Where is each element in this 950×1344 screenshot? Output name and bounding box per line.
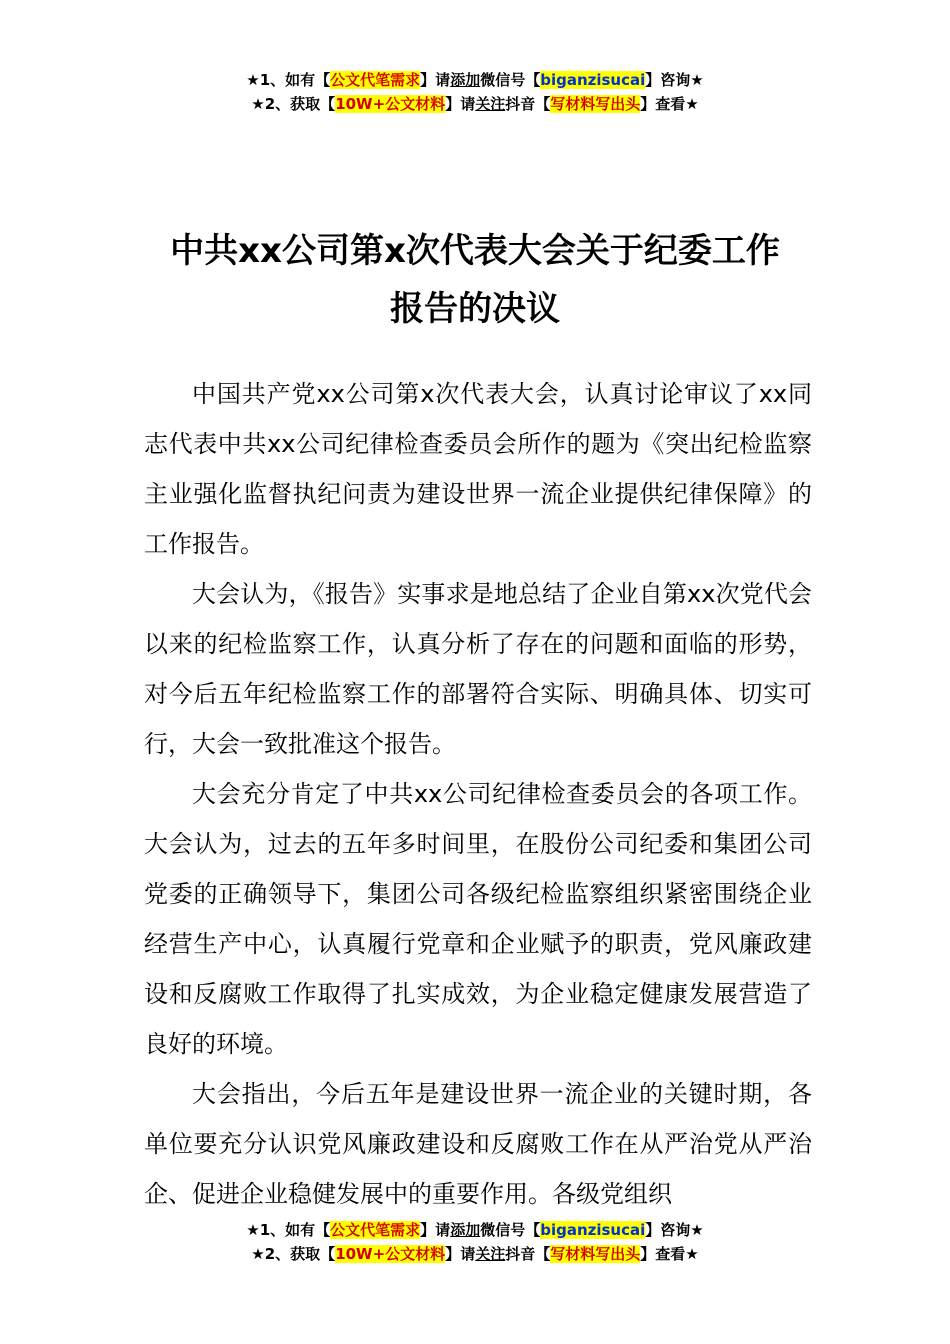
document-title [140, 222, 810, 338]
banner-text: 】请 [445, 95, 476, 113]
service-highlight: 公文代笔需求 [330, 1221, 421, 1239]
banner-line-1 [0, 1218, 950, 1242]
service-highlight: 公文代笔需求 [330, 71, 421, 89]
banner-text: 添加 [450, 71, 481, 89]
banner-text: 微信号【 [480, 71, 541, 89]
banner-text: ★1、如有【 [246, 1221, 331, 1239]
douyin-highlight: 写材料写出头 [550, 1245, 641, 1263]
banner-text: 关注 [475, 95, 506, 113]
douyin-highlight: 写材料写出头 [550, 95, 641, 113]
document-body [144, 369, 812, 1219]
banner-text: 】请 [420, 1221, 451, 1239]
banner-text: 抖音【 [505, 95, 551, 113]
header-banner [0, 68, 950, 116]
banner-text: 】咨询★ [645, 1221, 704, 1239]
banner-text: 微信号【 [480, 1221, 541, 1239]
banner-text: ★2、获取【 [251, 95, 336, 113]
banner-text: 】请 [445, 1245, 476, 1263]
banner-line-2 [0, 1242, 950, 1266]
paragraph: 中国共产党xx公司第x次代表大会，认真讨论审议了xx同志代表中共xx公司纪律检查委员会所作的题为《突出纪检监察主业强化监督执纪问责为建设世界一流企业提供纪律保障》的工作报告。 [144, 380, 812, 558]
banner-line-2 [0, 92, 950, 116]
paragraph: 大会指出，今后五年是建设世界一流企业的关键时期，各单位要充分认识党风廉政建设和反腐败工作在从严治党从严治企、促进企业稳健发展中的重要作用。各级党组织 [144, 1080, 812, 1208]
banner-text: 】咨询★ [645, 71, 704, 89]
title-line-1: 中共xx公司第x次代表大会关于纪委工作 [170, 231, 780, 271]
title-line-2: 报告的决议 [390, 289, 560, 329]
banner-text: 添加 [450, 1221, 481, 1239]
banner-text: ★1、如有【 [246, 71, 331, 89]
banner-text: ★2、获取【 [251, 1245, 336, 1263]
banner-text: 关注 [475, 1245, 506, 1263]
banner-text: 抖音【 [505, 1245, 551, 1263]
wechat-id-highlight: biganzisucai [540, 71, 646, 89]
banner-line-1 [0, 68, 950, 92]
banner-text: 】请 [420, 71, 451, 89]
material-highlight: 10W+公文材料 [335, 1245, 446, 1263]
footer-banner [0, 1218, 950, 1266]
banner-text: 】查看★ [640, 95, 699, 113]
material-highlight: 10W+公文材料 [335, 95, 446, 113]
paragraph: 大会充分肯定了中共xx公司纪律检查委员会的各项工作。大会认为，过去的五年多时间里，在股份公司纪委和集团公司党委的正确领导下，集团公司各级纪检监察组织紧密围绕企业经营生产中心，认真履行党章和企业赋予的职责，党风廉政建设和反腐败工作取得了扎实成效，为企业稳定健康发展营造了良好的环境。 [144, 780, 812, 1058]
banner-text: 】查看★ [640, 1245, 699, 1263]
wechat-id-highlight: biganzisucai [540, 1221, 646, 1239]
paragraph: 大会认为，《报告》实事求是地总结了企业自第xx次党代会以来的纪检监察工作，认真分析了存在的问题和面临的形势，对今后五年纪检监察工作的部署符合实际、明确具体、切实可行，大会一致批准这个报告。 [144, 580, 812, 758]
